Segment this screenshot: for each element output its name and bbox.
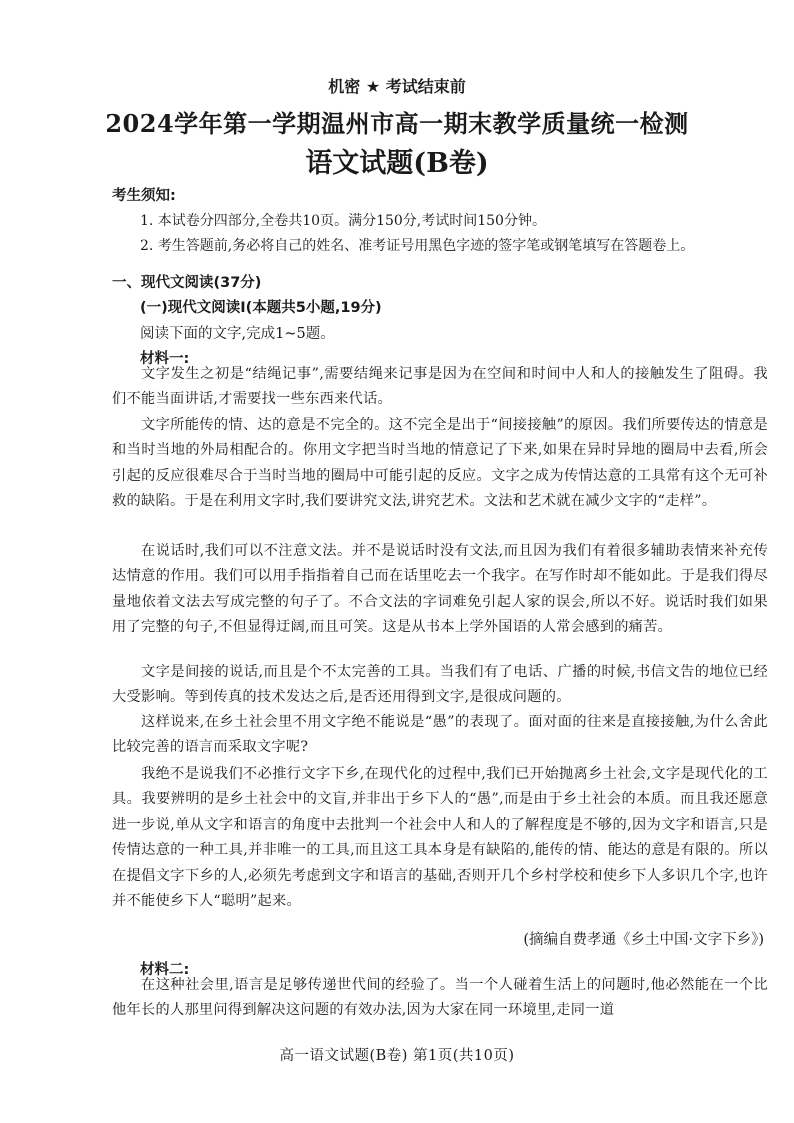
confidential-note: 机密 ★ 考试结束前 [328, 77, 466, 96]
instruction: 阅读下面的文字,完成1~5题。 [140, 326, 335, 342]
notice-heading: 考生须知: [112, 188, 176, 204]
exam-title: 2024学年第一学期温州市高一期末教学质量统一检测 [105, 109, 689, 138]
material2-heading: 材料二: [140, 962, 190, 978]
material1-paragraph: 在说话时,我们可以不注意文法。并不是说话时没有文法,而且因为我们有着很多辅助表情来补充传达情意的作用。我们可以用手指指着自己而在话里吃去一个我字。在写作时却不能如此。于是我们得尽量地依着文法去写成完整的句子了。不合文法的字词难免引起人家的误会,所以不好。说话时我们如果用了完整的句子,不但显得迂阔,而且可笑。这是从书本上学外国语的人常会感到的痛苦。 [112, 543, 768, 636]
material1-source: (摘编自费孝通《乡土中国·文字下乡》) [523, 932, 764, 948]
page-footer: 高一语文试题(B卷) 第1页(共10页) [279, 1048, 515, 1064]
subsection-heading: (一)现代文阅读Ⅰ(本题共5小题,19分) [140, 300, 382, 316]
material2-paragraph: 在这种社会里,语言是足够传递世代间的经验了。当一个人碰着生活上的问题时,他必然能在一个比他年长的人那里问得到解决这问题的有效办法,因为大家在同一环境里,走同一道 [112, 977, 768, 1019]
material1-heading: 材料一: [140, 351, 190, 367]
material1-paragraph: 文字发生之初是“结绳记事”,需要结绳来记事是因为在空间和时间中人和人的接触发生了阻碍。我们不能当面讲话,才需要找一些东西来代话。 [112, 366, 768, 408]
section-heading: 一、现代文阅读(37分) [112, 275, 262, 291]
notice-item: 2. 考生答题前,务必将自己的姓名、准考证号用黑色字迹的签字笔或钢笔填写在答题卷上。 [140, 238, 695, 254]
material1-paragraph: 我绝不是说我们不必推行文字下乡,在现代化的过程中,我们已开始抛离乡土社会,文字是现代化的工具。我要辨明的是乡土社会中的文盲,并非出于乡下人的“愚”,而是由于乡土社会的本质。而且我还愿意进一步说,单从文字和语言的角度中去批判一个社会中人和人的了解程度是不够的,因为文字和语言,只是传情达意的一种工具,并非唯一的工具,而且这工具本身是有缺陷的,能传的情、能达的意是有限的。所以在提倡文字下乡的人,必须先考虑到文字和语言的基础,否则开几个乡村学校和使乡下人多识几个字,也许并不能使乡下人“聪明”起来。 [112, 766, 768, 910]
material1-paragraph: 文字是间接的说话,而且是个不太完善的工具。当我们有了电话、广播的时候,书信文告的地位已经大受影响。等到传真的技术发达之后,是否还用得到文字,是很成问题的。 [112, 664, 768, 706]
notice-item: 1. 本试卷分四部分,全卷共10页。满分150分,考试时间150分钟。 [140, 213, 546, 229]
material1-paragraph: 这样说来,在乡土社会里不用文字绝不能说是“愚”的表现了。面对面的往来是直接接触,为什么舍此比较完善的语言而采取文字呢? [112, 714, 768, 756]
exam-subtitle: 语文试题(B卷) [305, 148, 489, 179]
material1-paragraph: 文字所能传的情、达的意是不完全的。这不完全是出于“间接接触”的原因。我们所要传达的情意是和当时当地的外局相配合的。你用文字把当时当地的情意记了下来,如果在异时异地的圈局中去看,所会引起的反应很难尽合于当时当地的圈局中可能引起的反应。文字之成为传情达意的工具常有这个无可补救的缺陷。于是在利用文字时,我们要讲究文法,讲究艺术。文法和艺术就在减少文字的“走样”。 [112, 417, 768, 510]
